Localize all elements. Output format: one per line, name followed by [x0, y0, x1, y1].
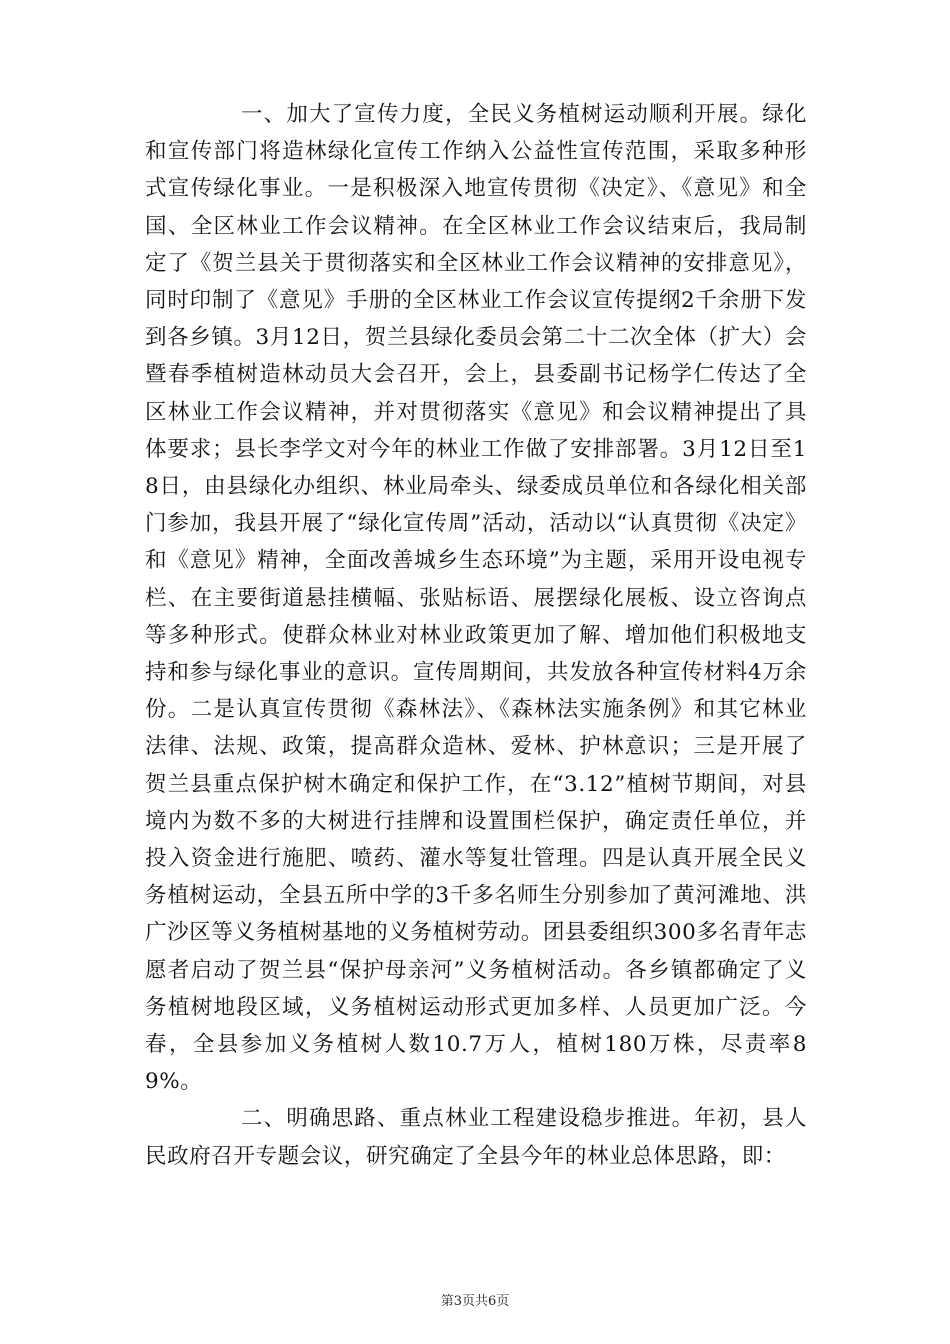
- document-body: [145, 96, 807, 1175]
- paragraph-1: 一、加大了宣传力度，全民义务植树运动顺利开展。绿化和宣传部门将造林绿化宣传工作纳入公益性宣传范围，采取多种形式宣传绿化事业。一是积极深入地宣传贯彻《决定》、《意见》和全国、全区林业工作会议精神。在全区林业工作会议结束后，我局制定了《贺兰县关于贯彻落实和全区林业工作会议精神的安排意见》，同时印制了《意见》手册的全区林业工作会议宣传提纲2千余册下发到各乡镇。3月12日，贺兰县绿化委员会第二十二次全体（扩大）会暨春季植树造林动员大会召开，会上，县委副书记杨学仁传达了全区林业工作会议精神，并对贯彻落实《意见》和会议精神提出了具体要求；县长李学文对今年的林业工作做了安排部署。3月12日至18日，由县绿化办组织、林业局牵头、绿委成员单位和各绿化相关部门参加，我县开展了“绿化宣传周”活动，活动以“认真贯彻《决定》和《意见》精神，全面改善城乡生态环境”为主题，采用开设电视专栏、在主要街道悬挂横幅、张贴标语、展摆绿化展板、设立咨询点等多种形式。使群众林业对林业政策更加了解、增加他们积极地支持和参与绿化事业的意识。宣传周期间，共发放各种宣传材料4万余份。二是认真宣传贯彻《森林法》、《森林法实施条例》和其它林业法律、法规、政策，提高群众造林、爱林、护林意识；三是开展了贺兰县重点保护树木确定和保护工作，在“3.12”植树节期间，对县境内为数不多的大树进行挂牌和设置围栏保护，确定责任单位，并投入资金进行施肥、喷药、灌水等复壮管理。四是认真开展全民义务植树运动，全县五所中学的3千多名师生分别参加了黄河滩地、洪广沙区等义务植树基地的义务植树劳动。团县委组织300多名青年志愿者启动了贺兰县“保护母亲河”义务植树活动。各乡镇都确定了义务植树地段区域，义务植树运动形式更加多样、人员更加广泛。今春，全县参加义务植树人数10.7万人，植树180万株，尽责率89%。: [145, 102, 807, 1095]
- page-number-footer: 第3页共6页: [440, 1294, 510, 1309]
- paragraph-2: 二、明确思路、重点林业工程建设稳步推进。年初，县人民政府召开专题会议，研究确定了全县今年的林业总体思路，即：: [145, 1106, 807, 1169]
